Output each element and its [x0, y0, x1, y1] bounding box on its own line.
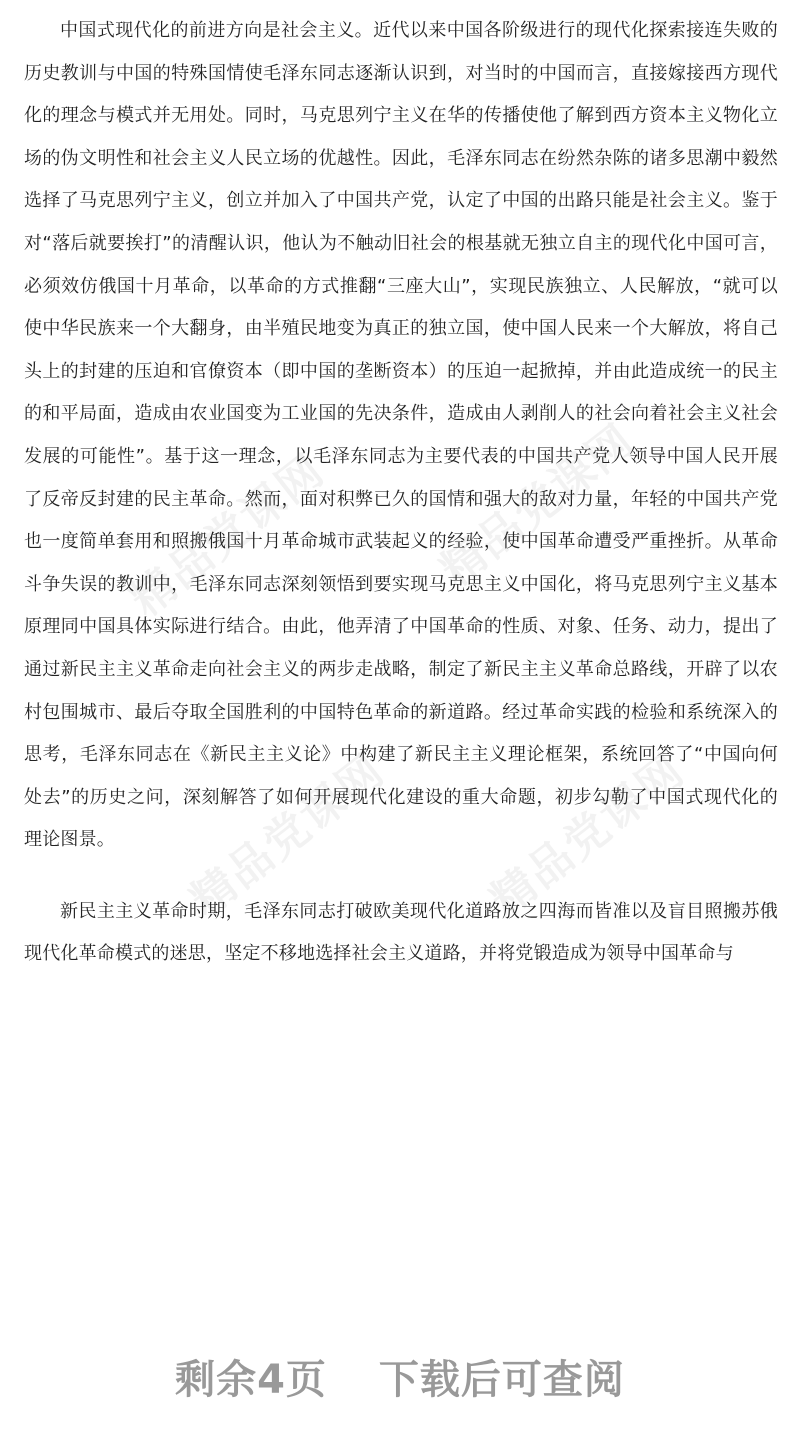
- watermark-text: 精品党课网: [181, 744, 395, 927]
- watermark-text: 精品党课网: [121, 444, 335, 627]
- watermark-text: 精品党课网: [481, 744, 695, 927]
- download-to-view-label: 下载后可查阅: [378, 1356, 625, 1403]
- paragraph: 中国式现代化的前进方向是社会主义。近代以来中国各阶级进行的现代化探索接连失败的历史教训与中国的特殊国情使毛泽东同志逐渐认识到，对当时的中国而言，直接嫁接西方现代化的理念与模式并无用处。同时，马克思列宁主义在华的传播使他了解到西方资本主义物化立场的伪文明性和社会主义人民立场的优越性。因此，毛泽东同志在纷然杂陈的诸多思潮中毅然选择了马克思列宁主义，创立并加入了中国共产党，认定了中国的出路只能是社会主义。鉴于对“落后就要挨打”的清醒认识，他认为不触动旧社会的根基就无独立自主的现代化中国可言，必须效仿俄国十月革命，以革命的方式推翻“三座大山”，实现民族独立、人民解放，“就可以使中华民族来一个大翻身，由半殖民地变为真正的独立国，使中国人民来一个大解放，将自己头上的封建的压迫和官僚资本（即中国的垄断资本）的压迫一起掀掉，并由此造成统一的民主的和平局面，造成由农业国变为工业国的先决条件，造成由人剥削人的社会向着社会主义社会发展的可能性”。基于这一理念，以毛泽东同志为主要代表的中国共产党人领导中国人民开展了反帝反封建的民主革命。然而，面对积弊已久的国情和强大的敌对力量，年轻的中国共产党也一度简单套用和照搬俄国十月革命城市武装起义的经验，使中国革命遭受严重挫折。从革命斗争失误的教训中，毛泽东同志深刻领悟到要实现马克思主义中国化，将马克思列宁主义基本原理同中国具体实际进行结合。由此，他弄清了中国革命的性质、对象、任务、动力，提出了通过新民主主义革命走向社会主义的两步走战略，制定了新民主主义革命总路线，开辟了以农村包围城市、最后夺取全国胜利的中国特色革命的新道路。经过革命实践的检验和系统深入的思考，毛泽东同志在《新民主主义论》中构建了新民主主义理论框架，系统回答了“中国向何处去”的历史之问，深刻解答了如何开展现代化建设的重大命题，初步勾勒了中国式现代化的理论图景。: [24, 20, 778, 851]
- remaining-pages-label: 剩余4页: [175, 1356, 327, 1403]
- download-prompt-banner[interactable]: [0, 1346, 800, 1406]
- article-body: [24, 0, 778, 976]
- paragraph: 新民主主义革命时期，毛泽东同志打破欧美现代化道路放之四海而皆准以及盲目照搬苏俄现代化革命模式的迷思，坚定不移地选择社会主义道路，并将党锻造成为领导中国革命与: [24, 900, 778, 965]
- watermark-text: 精品党课网: [431, 414, 645, 597]
